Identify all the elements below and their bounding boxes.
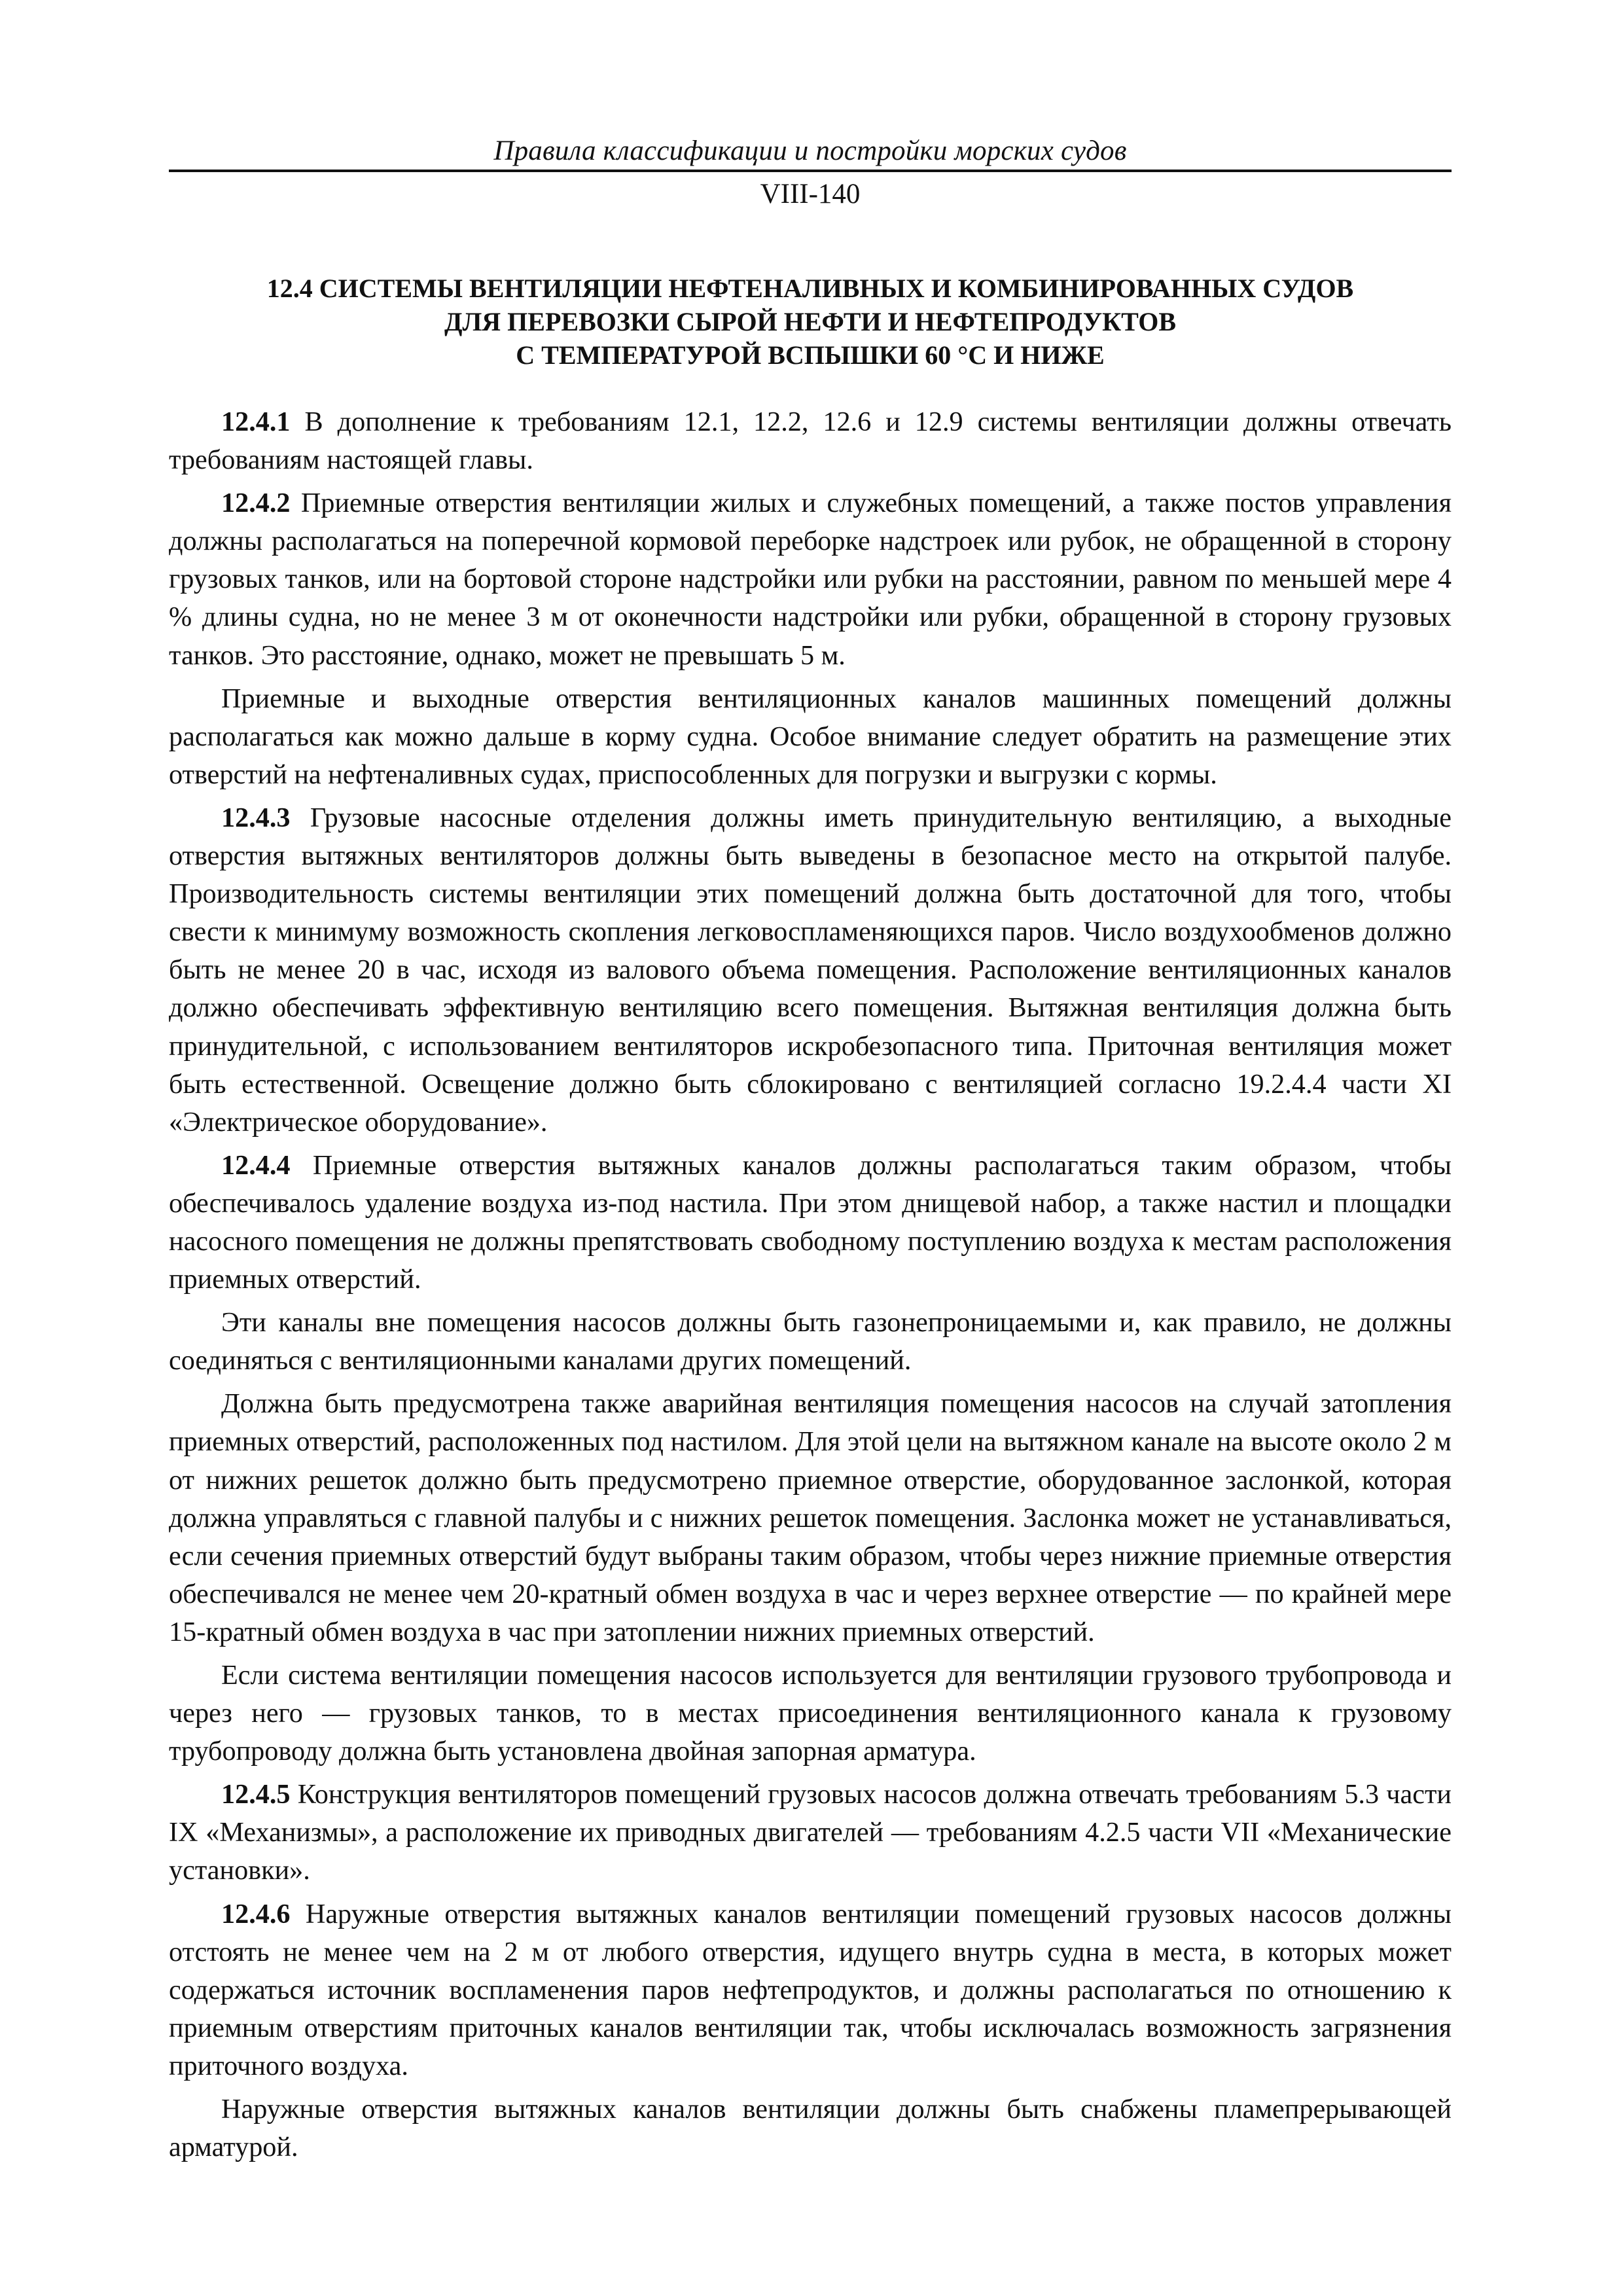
section-title-line: С ТЕМПЕРАТУРОЙ ВСПЫШКИ 60 °С И НИЖЕ: [516, 340, 1105, 370]
paragraph-text: Должна быть предусмотрена также аварийная вентиляция помещения насосов на случай затопления приемных отверстий, расположенных под настилом. Для этой цели на вытяжном канале на высоте около 2 м от нижних решеток должно быть предусмотрено приемное отверстие, оборудованное заслонкой, которая должна управляться с главной палубы и с нижних решеток помещения. Заслонка может не устанавливаться, если сечения приемных отверстий будут выбраны таким образом, чтобы через нижние приемные отверстия обеспечивался не менее чем 20-кратный обмен воздуха в час и через верхнее отверстие — по крайней мере 15-кратный обмен воздуха в час при затоплении нижних приемных отверстий.: [169, 1388, 1452, 1647]
document-page: [169, 134, 1452, 2166]
running-header: Правила классификации и постройки морских судов: [493, 135, 1127, 166]
paragraph: [169, 1657, 1452, 1770]
paragraph-12-4-6: [169, 1895, 1452, 2085]
clause-number: 12.4.6: [221, 1898, 291, 1929]
paragraph-text: Приемные и выходные отверстия вентиляционных каналов машинных помещений должны располагаться как можно дальше в корму судна. Особое внимание следует обратить на размещение этих отверстий на нефтеналивных судах, приспособленных для погрузки и выгрузки с кормы.: [169, 683, 1452, 790]
section-title: [169, 272, 1452, 372]
paragraph-12-4-4: [169, 1147, 1452, 1299]
paragraph-text: Приемные отверстия вентиляции жилых и служебных помещений, а также постов управления должны располагаться на поперечной кормовой переборке надстроек или рубок, не обращенной в сторону грузовых танков, или на бортовой стороне надстройки или рубки на расстоянии, равном по меньшей мере 4 % длины судна, но не менее 3 м от оконечности надстройки или рубки, обращенной в сторону грузовых танков. Это расстояние, однако, может не превышать 5 м.: [169, 488, 1452, 671]
clause-number: 12.4.4: [221, 1149, 291, 1181]
paragraph-12-4-2: [169, 484, 1452, 674]
paragraph-text: Грузовые насосные отделения должны иметь принудительную вентиляцию, а выходные отверстия вытяжных вентиляторов должны быть выведены в безопасное место на открытой палубе. Производительность системы вентиляции этих помещений должна быть достаточной для того, чтобы свести к минимуму возможность скопления легковоспламеняющихся паров. Число воздухообменов должно быть не менее 20 в час, исходя из валового объема помещения. Расположение вентиляционных каналов должно обеспечивать эффективную вентиляцию всего помещения. Вытяжная вентиляция должна быть принудительной, с использованием вентиляторов искробезопасного типа. Приточная вентиляция может быть естественной. Освещение должно быть сблокировано с вентиляцией согласно 19.2.4.4 части XI «Электрическое оборудование».: [169, 802, 1452, 1138]
section-title-line: ДЛЯ ПЕРЕВОЗКИ СЫРОЙ НЕФТИ И НЕФТЕПРОДУКТОВ: [444, 307, 1177, 336]
section-title-line: 12.4 СИСТЕМЫ ВЕНТИЛЯЦИИ НЕФТЕНАЛИВНЫХ И КОМБИНИРОВАННЫХ СУДОВ: [266, 274, 1354, 303]
paragraph: [169, 1385, 1452, 1651]
clause-number: 12.4.2: [221, 488, 291, 519]
paragraph: [169, 2090, 1452, 2166]
paragraph-text: Эти каналы вне помещения насосов должны быть газонепроницаемыми и, как правило, не должны соединяться с вентиляционными каналами других помещений.: [169, 1307, 1452, 1376]
paragraph-text: Конструкция вентиляторов помещений грузовых насосов должна отвечать требованиям 5.3 части IX «Механизмы», а расположение их приводных двигателей — требованиям 4.2.5 части VII «Механические установки».: [169, 1779, 1452, 1886]
paragraph-text: В дополнение к требованиям 12.1, 12.2, 12.6 и 12.9 системы вентиляции должны отвечать требованиям настоящей главы.: [169, 406, 1452, 476]
clause-number: 12.4.3: [221, 802, 291, 833]
paragraph: [169, 680, 1452, 794]
paragraph-12-4-3: [169, 799, 1452, 1141]
paragraph-12-4-1: [169, 403, 1452, 479]
paragraph-text: Приемные отверстия вытяжных каналов должны располагаться таким образом, чтобы обеспечивалось удаление воздуха из-под настила. При этом днищевой набор, а также настил и площадки насосного помещения не должны препятствовать свободному поступлению воздуха к местам расположения приемных отверстий.: [169, 1149, 1452, 1295]
paragraph-text: Если система вентиляции помещения насосов используется для вентиляции грузового трубопровода и через него — грузовых танков, то в местах присоединения вентиляционного канала к грузовому трубопроводу должна быть установлена двойная запорная арматура.: [169, 1660, 1452, 1767]
paragraph-text: Наружные отверстия вытяжных каналов вентиляции помещений грузовых насосов должны отстоять не менее чем на 2 м от любого отверстия, идущего внутрь судна в места, в которых может содержаться источник воспламенения паров нефтепродуктов, и должны располагаться по отношению к приемным отверстиям приточных каналов вентиляции так, чтобы исключалась возможность загрязнения приточного воздуха.: [169, 1898, 1452, 2081]
paragraph-text: Наружные отверстия вытяжных каналов вентиляции должны быть снабжены пламепрерывающей арматурой.: [169, 2094, 1452, 2163]
page-number: VIII-140: [760, 179, 861, 209]
body-text: [169, 403, 1452, 2166]
clause-number: 12.4.1: [221, 406, 291, 437]
paragraph-12-4-5: [169, 1776, 1452, 1890]
clause-number: 12.4.5: [221, 1779, 291, 1810]
header-rule: [169, 170, 1452, 172]
paragraph: [169, 1304, 1452, 1380]
